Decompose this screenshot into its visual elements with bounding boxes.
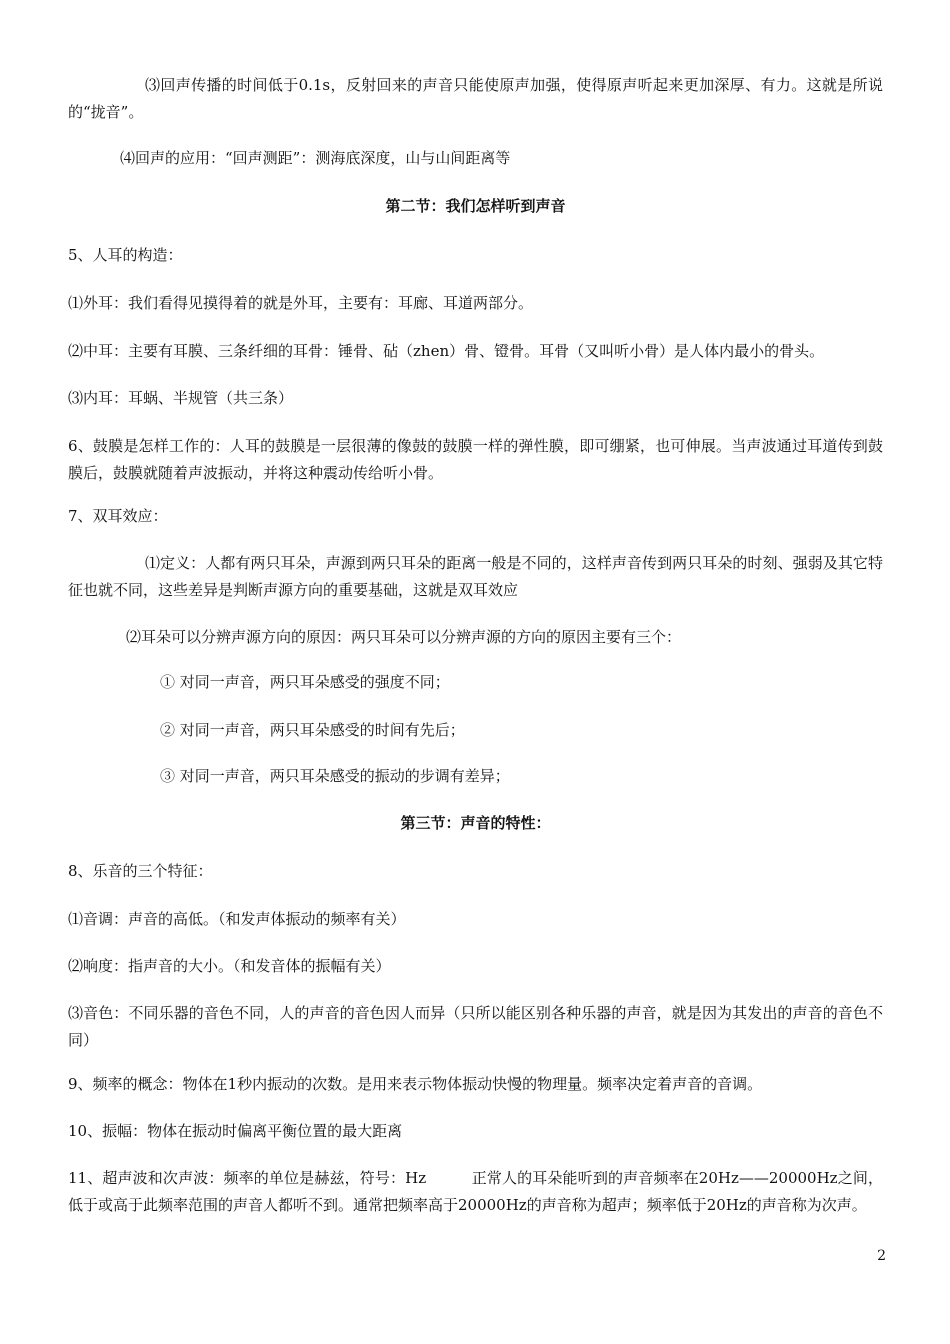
paragraph-amplitude: 10、振幅：物体在振动时偏离平衡位置的最大距离 [68,1122,403,1140]
list-item-reason-2: ② 对同一声音，两只耳朵感受的时间有先后； [160,721,465,739]
paragraph-loudness: ⑵响度：指声音的大小。（和发音体的振幅有关） [68,957,391,975]
paragraph-eardrum: 6、鼓膜是怎样工作的：人耳的鼓膜是一层很薄的像鼓的鼓膜一样的弹性膜，即可绷紧，也可伸展。当声波通过耳道传到鼓膜后，鼓膜就随着声波振动，并将这种震动传给听小骨。 [68,437,883,482]
paragraph-outer-ear: ⑴外耳：我们看得见摸得着的就是外耳，主要有：耳廊、耳道两部分。 [68,294,534,312]
paragraph-timbre: ⑶音色：不同乐器的音色不同，人的声音的音色因人而异（只所以能区别各种乐器的声音，就是因为其发出的声音的音色不同） [68,1004,883,1049]
paragraph-ultrasound-infrasound: 11、超声波和次声波：频率的单位是赫兹，符号：Hz 正常人的耳朵能听到的声音频率在20Hz——20000Hz之间，低于或高于此频率范围的声音人都听不到。通常把频率高于20000Hz的声音称为超声；频率低于20Hz的声音称为次声。 [68,1169,883,1214]
page-number: 2 [877,1248,886,1264]
paragraph-musical-features: 8、乐音的三个特征： [68,862,213,880]
paragraph-binaural-effect: 7、双耳效应： [68,507,168,525]
list-item-reason-1: ① 对同一声音，两只耳朵感受的强度不同； [160,673,450,691]
paragraph-binaural-definition: ⑴定义：人都有两只耳朵，声源到两只耳朵的距离一般是不同的，这样声音传到两只耳朵的时刻、强弱及其它特征也就不同，这些差异是判断声源方向的重要基础，这就是双耳效应 [68,554,883,599]
section-heading-2: 第二节：我们怎样听到声音 [385,197,566,215]
paragraph-echo-reinforce: ⑶回声传播的时间低于0.1s，反射回来的声音只能使原声加强，使得原声听起来更加深厚、有力。这就是所说的“拢音”。 [68,76,883,121]
paragraph-frequency: 9、频率的概念：物体在1秒内振动的次数。是用来表示物体振动快慢的物理量。频率决定着声音的音调。 [68,1075,763,1093]
paragraph-middle-ear: ⑵中耳：主要有耳膜、三条纤细的耳骨：锤骨、砧（zhen）骨、镫骨。耳骨（又叫听小骨）是人体内最小的骨头。 [68,342,825,360]
paragraph-binaural-reasons: ⑵耳朵可以分辨声源方向的原因：两只耳朵可以分辨声源的方向的原因主要有三个： [126,628,682,646]
list-item-reason-3: ③ 对同一声音，两只耳朵感受的振动的步调有差异； [160,767,510,785]
paragraph-echo-application: ⑷回声的应用：“回声测距”：测海底深度，山与山间距离等 [120,149,511,167]
paragraph-inner-ear: ⑶内耳：耳蜗、半规管（共三条） [68,389,294,407]
paragraph-ear-structure: 5、人耳的构造： [68,246,183,264]
section-heading-3: 第三节：声音的特性： [400,814,551,832]
paragraph-pitch: ⑴音调：声音的高低。（和发声体振动的频率有关） [68,910,406,928]
